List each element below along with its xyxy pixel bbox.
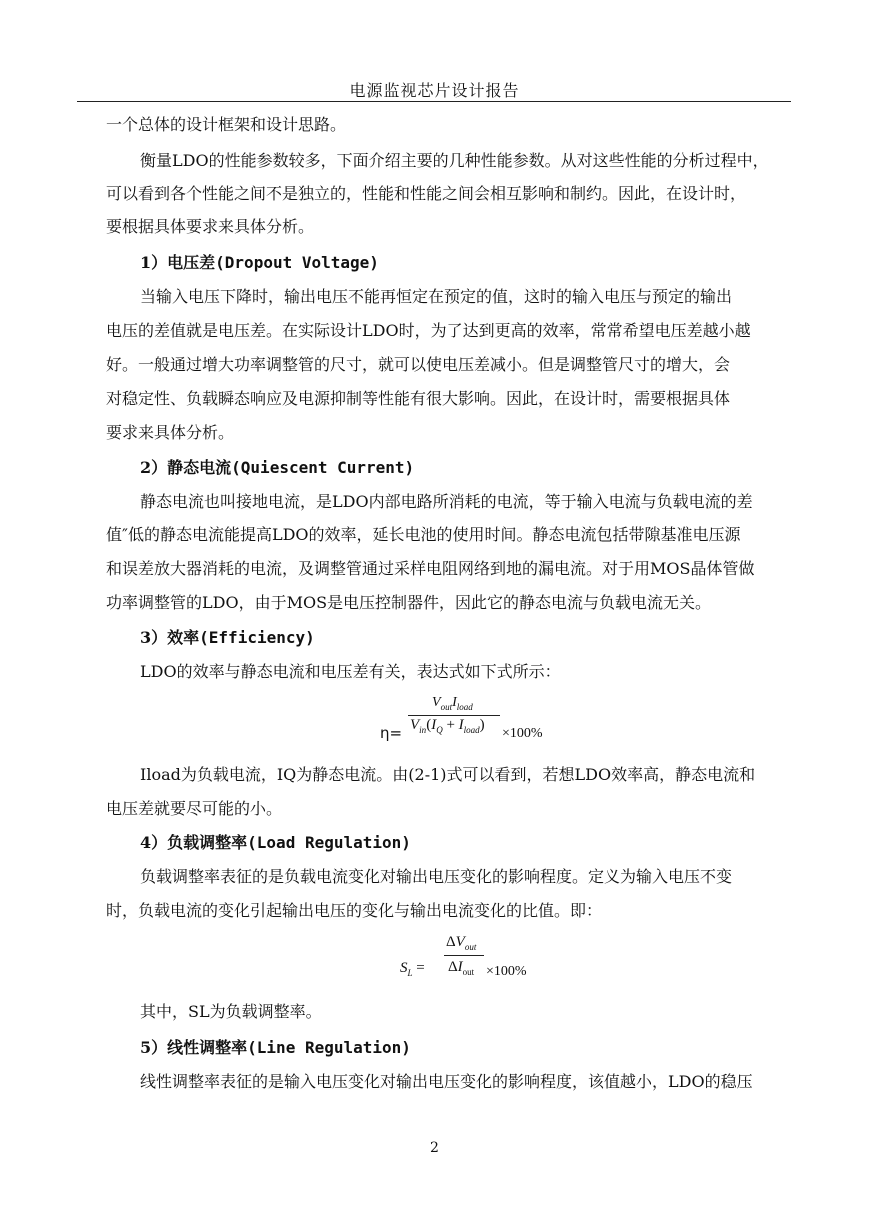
heading-number: 1） [140, 253, 168, 272]
page-header-title: 电源监视芯片设计报告 [349, 81, 520, 100]
heading-chinese: 负载调整率 [167, 833, 248, 852]
body-line: 电压的差值就是电压差。在实际设计LDO时，为了达到更高的效率，常常希望电压差越小越 [106, 321, 751, 340]
body-line: 当输入电压下降时，输出电压不能再恒定在预定的值，这时的输入电压与预定的输出 [140, 287, 733, 306]
body-line: 时，负载电流的变化引起输出电压的变化与输出电流变化的比值。即： [106, 901, 603, 920]
heading-english: (Efficiency) [199, 628, 315, 647]
body-line: 和误差放大器消耗的电流，及调整管通过采样电阻网络到地的漏电流。对于用MOS晶体管做 [106, 559, 755, 578]
heading-english: (Quiescent Current) [231, 458, 415, 477]
heading-number: 4） [140, 833, 168, 852]
body-line: Iload为负载电流，IQ为静态电流。由(2-1)式可以看到，若想LDO效率高，静态电流和 [140, 765, 756, 784]
body-line: 对稳定性、负载瞬态响应及电源抑制等性能有很大影响。因此，在设计时，需要根据具体 [106, 389, 731, 408]
formula-numerator: $\Delta V_{out}$ [446, 934, 477, 952]
fraction-bar [408, 715, 500, 716]
efficiency-formula [380, 690, 560, 750]
formula-denominator: $\Delta I_{out}$ [448, 959, 475, 977]
section-heading-load-regulation [140, 830, 411, 853]
body-line: 其中，SL为负载调整率。 [140, 1002, 322, 1021]
heading-number: 3） [140, 628, 168, 647]
body-line: 好。一般通过增大功率调整管的尺寸，就可以使电压差减小。但是调整管尺寸的增大，会 [106, 355, 731, 374]
heading-english: (Line Regulation) [247, 1038, 411, 1057]
body-line: 可以看到各个性能之间不是独立的，性能和性能之间会相互影响和制约。因此，在设计时， [106, 184, 747, 203]
body-line: 静态电流也叫接地电流，是LDO内部电路所消耗的电流，等于输入电流与负载电流的差 [140, 492, 753, 511]
body-line: 要根据具体要求来具体分析。 [106, 217, 315, 236]
heading-number: 5） [140, 1038, 168, 1057]
formula-numerator: $V_{out}I_{load}$ [432, 695, 473, 712]
heading-chinese: 线性调整率 [167, 1038, 248, 1057]
body-line: 电压差就要尽可能的小。 [106, 799, 283, 818]
heading-english: (Dropout Voltage) [215, 253, 379, 272]
heading-chinese: 效率 [167, 628, 200, 647]
body-line: LDO的效率与静态电流和电压差有关，表达式如下式所示： [140, 662, 561, 681]
formula-suffix: ×100% [502, 726, 543, 741]
section-heading-dropout [140, 250, 379, 273]
formula-lhs: η= [380, 724, 403, 742]
formula-denominator: $V_{in}(I_Q + I_{load})$ [410, 717, 485, 735]
formula-suffix: ×100% [486, 964, 527, 979]
body-line: 线性调整率表征的是输入电压变化对输出电压变化的影响程度，该值越小，LDO的稳压 [140, 1072, 753, 1091]
section-heading-efficiency [140, 625, 315, 648]
body-line: 衡量LDO的性能参数较多，下面介绍主要的几种性能参数。从对这些性能的分析过程中， [140, 151, 769, 170]
header-rule [77, 101, 791, 102]
body-line: 一个总体的设计框架和设计思路。 [106, 115, 347, 134]
body-line: 值″低的静态电流能提高LDO的效率，延长电池的使用时间。静态电流包括带隙基准电压源 [106, 525, 741, 544]
section-heading-line-regulation [140, 1035, 411, 1058]
section-heading-quiescent [140, 455, 414, 478]
body-line: 负载调整率表征的是负载电流变化对输出电压变化的影响程度。定义为输入电压不变 [140, 867, 733, 886]
heading-english: (Load Regulation) [247, 833, 411, 852]
page-number: 2 [430, 1140, 439, 1156]
heading-chinese: 电压差 [167, 253, 216, 272]
body-line: 功率调整管的LDO，由于MOS是电压控制器件，因此它的静态电流与负载电流无关。 [106, 593, 712, 612]
heading-chinese: 静态电流 [167, 458, 232, 477]
load-regulation-formula [400, 930, 540, 986]
formula-lhs: $S_L$ = [400, 960, 425, 978]
heading-number: 2） [140, 458, 168, 477]
fraction-bar [444, 955, 484, 956]
body-line: 要求来具体分析。 [106, 423, 235, 442]
